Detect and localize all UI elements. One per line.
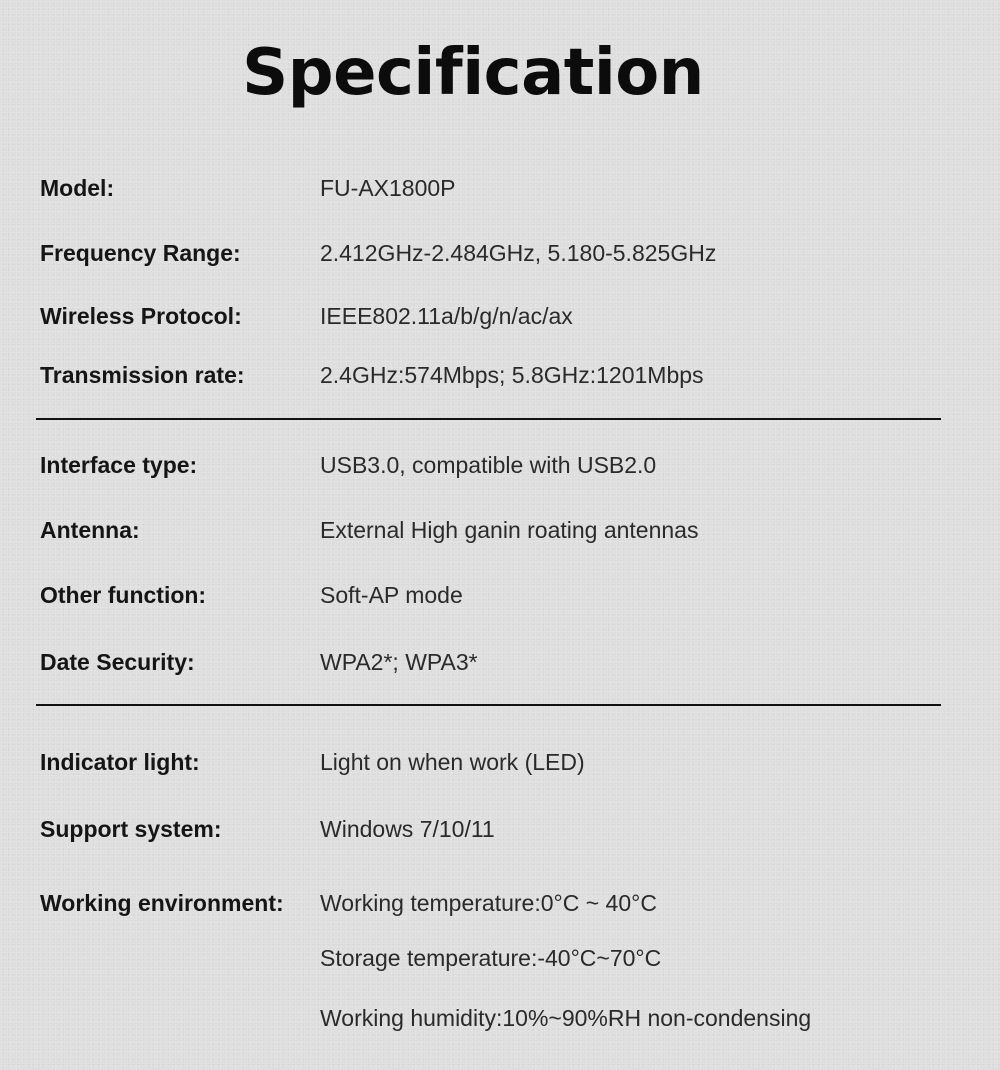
section-divider: [36, 704, 941, 706]
spec-label-frequency-range: Frequency Range:: [40, 240, 241, 266]
spec-label-working-environment: Working environment:: [40, 890, 284, 916]
spec-value-storage-temperature: Storage temperature:-40°C~70°C: [320, 945, 662, 971]
spec-label-transmission-rate: Transmission rate:: [40, 362, 245, 388]
spec-label-support-system: Support system:: [40, 816, 222, 842]
spec-label-other-function: Other function:: [40, 582, 207, 608]
spec-label-interface-type: Interface type:: [40, 452, 198, 478]
spec-label-antenna: Antenna:: [40, 517, 140, 543]
spec-value-data-security: WPA2*; WPA3*: [320, 649, 478, 675]
spec-label-wireless-protocol: Wireless Protocol:: [40, 303, 242, 329]
spec-label-indicator-light: Indicator light:: [40, 749, 200, 775]
spec-value-antenna: External High ganin roating antennas: [320, 517, 699, 543]
spec-value-support-system: Windows 7/10/11: [320, 816, 495, 842]
spec-value-wireless-protocol: IEEE802.11a/b/g/n/ac/ax: [320, 303, 573, 329]
spec-value-transmission-rate: 2.4GHz:574Mbps; 5.8GHz:1201Mbps: [320, 362, 704, 388]
spec-value-model: FU-AX1800P: [320, 175, 456, 201]
section-divider: [36, 418, 941, 420]
spec-label-model: Model:: [40, 175, 115, 201]
spec-value-indicator-light: Light on when work (LED): [320, 749, 585, 775]
spec-value-interface-type: USB3.0, compatible with USB2.0: [320, 452, 657, 478]
spec-value-working-temperature: Working temperature:0°C ~ 40°C: [320, 890, 657, 916]
spec-label-data-security: Date Security:: [40, 649, 195, 675]
spec-value-working-humidity: Working humidity:10%~90%RH non-condensing: [320, 1005, 812, 1031]
page-title: Specification: [242, 36, 704, 110]
spec-value-frequency-range: 2.412GHz-2.484GHz, 5.180-5.825GHz: [320, 240, 717, 266]
spec-value-other-function: Soft-AP mode: [320, 582, 463, 608]
